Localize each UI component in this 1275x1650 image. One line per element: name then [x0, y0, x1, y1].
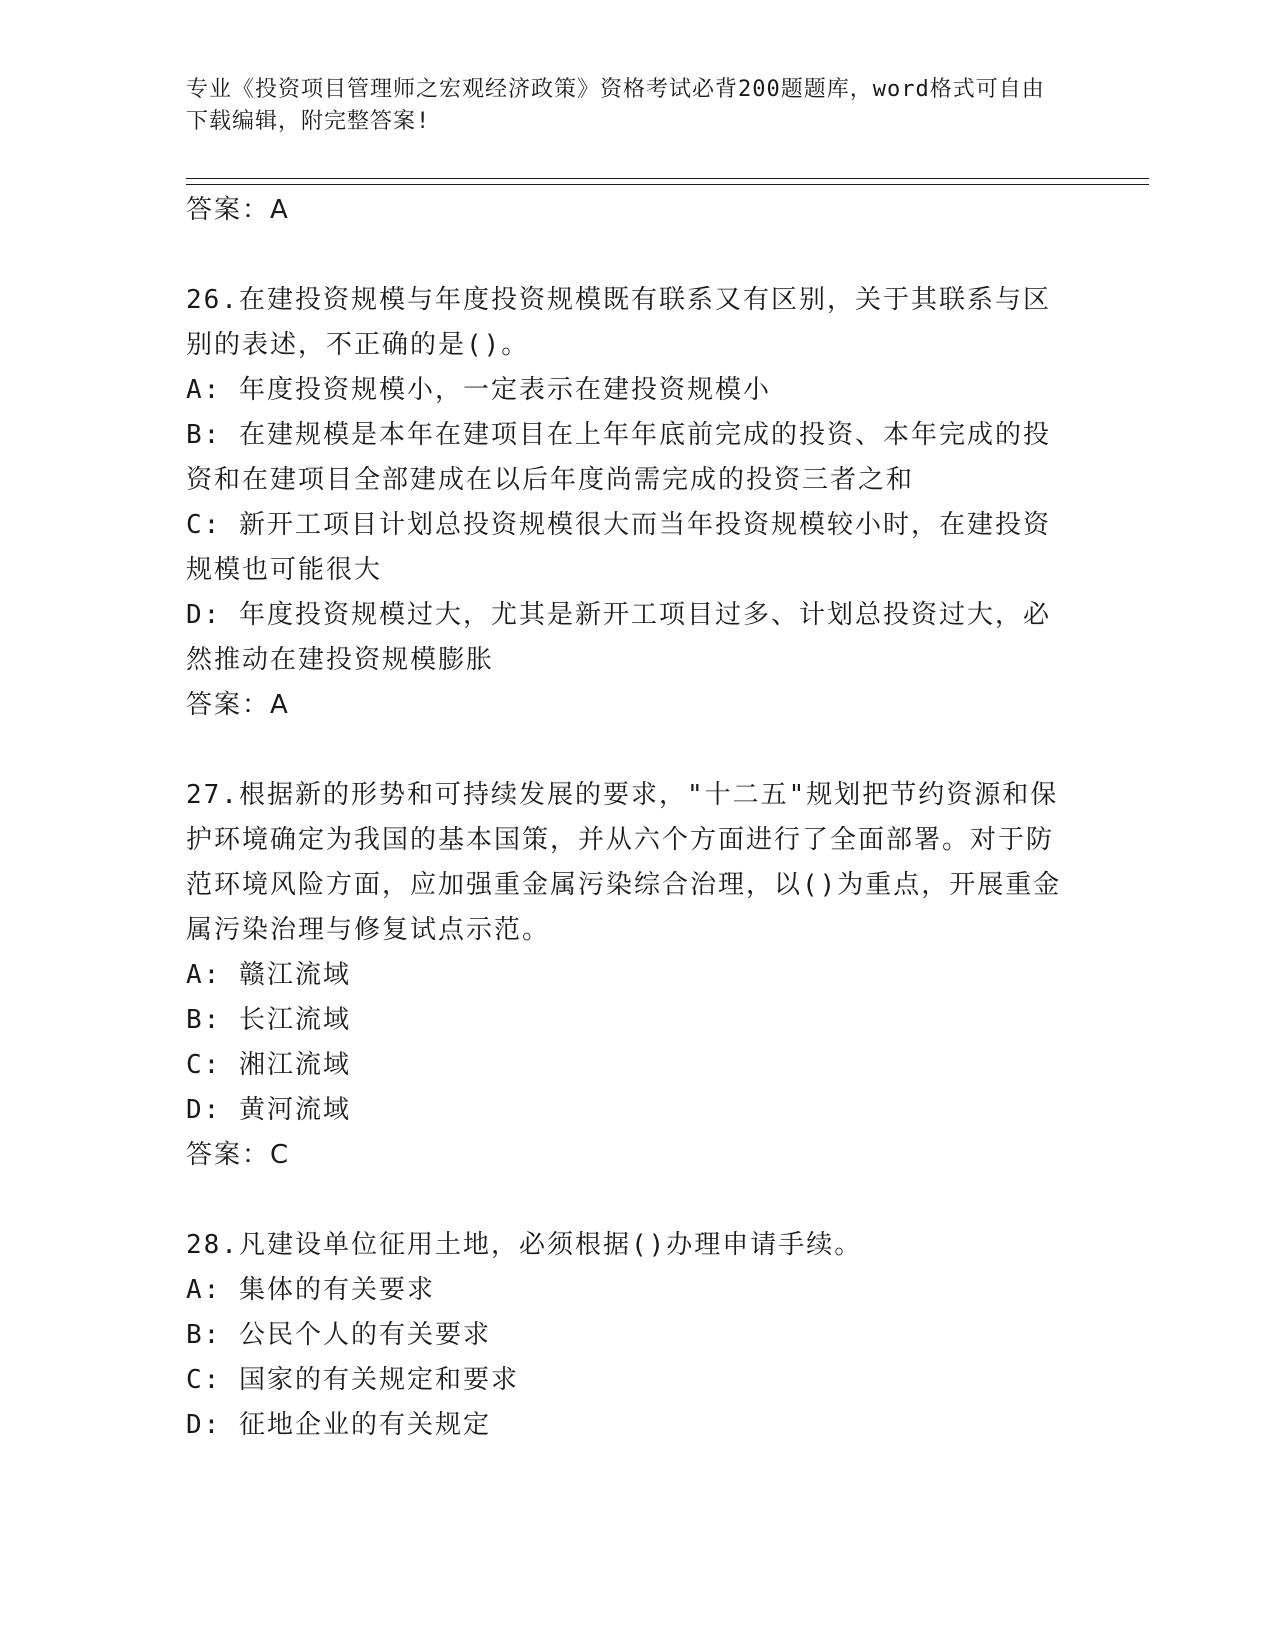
question-27 — [186, 773, 1066, 1178]
document-header: 专业《投资项目管理师之宏观经济政策》资格考试必背200题题库，word格式可自由下载编辑，附完整答案! — [186, 77, 1045, 134]
header-rule-bottom — [186, 184, 1149, 185]
option-c: C: 国家的有关规定和要求 — [186, 1365, 519, 1395]
answer-25: 答案：A — [186, 195, 290, 225]
option-b: B: 公民个人的有关要求 — [186, 1320, 491, 1350]
spacer — [186, 233, 1066, 278]
option-d: D: 年度投资规模过大，尤其是新开工项目过多、计划总投资过大，必然推动在建投资规模膨胀 — [186, 600, 1051, 675]
question-28 — [186, 1223, 1066, 1448]
spacer — [186, 728, 1066, 773]
option-a: A: 集体的有关要求 — [186, 1275, 435, 1305]
option-b: B: 在建规模是本年在建项目在上年年底前完成的投资、本年完成的投资和在建项目全部建成在以后年度尚需完成的投资三者之和 — [186, 420, 1051, 495]
option-b: B: 长江流域 — [186, 1005, 351, 1035]
question-stem: 27.根据新的形势和可持续发展的要求，"十二五"规划把节约资源和保护环境确定为我国的基本国策，并从六个方面进行了全面部署。对于防范环境风险方面，应加强重金属污染综合治理，以()为重点，开展重金属污染治理与修复试点示范。 — [186, 780, 1062, 945]
option-c: C: 新开工项目计划总投资规模很大而当年投资规模较小时，在建投资规模也可能很大 — [186, 510, 1051, 585]
option-c: C: 湘江流域 — [186, 1050, 351, 1080]
option-a: A: 赣江流域 — [186, 960, 351, 990]
option-d: D: 征地企业的有关规定 — [186, 1410, 491, 1440]
answer-26: 答案：A — [186, 690, 290, 720]
header-rule-top — [186, 178, 1149, 179]
answer-27: 答案：C — [186, 1140, 291, 1170]
question-stem: 26.在建投资规模与年度投资规模既有联系又有区别，关于其联系与区别的表述，不正确的是()。 — [186, 285, 1051, 360]
spacer — [186, 1178, 1066, 1223]
question-26 — [186, 278, 1066, 728]
option-d: D: 黄河流域 — [186, 1095, 351, 1125]
option-a: A: 年度投资规模小，一定表示在建投资规模小 — [186, 375, 771, 405]
question-stem: 28.凡建设单位征用土地，必须根据()办理申请手续。 — [186, 1230, 863, 1260]
document-body — [186, 188, 1066, 1448]
